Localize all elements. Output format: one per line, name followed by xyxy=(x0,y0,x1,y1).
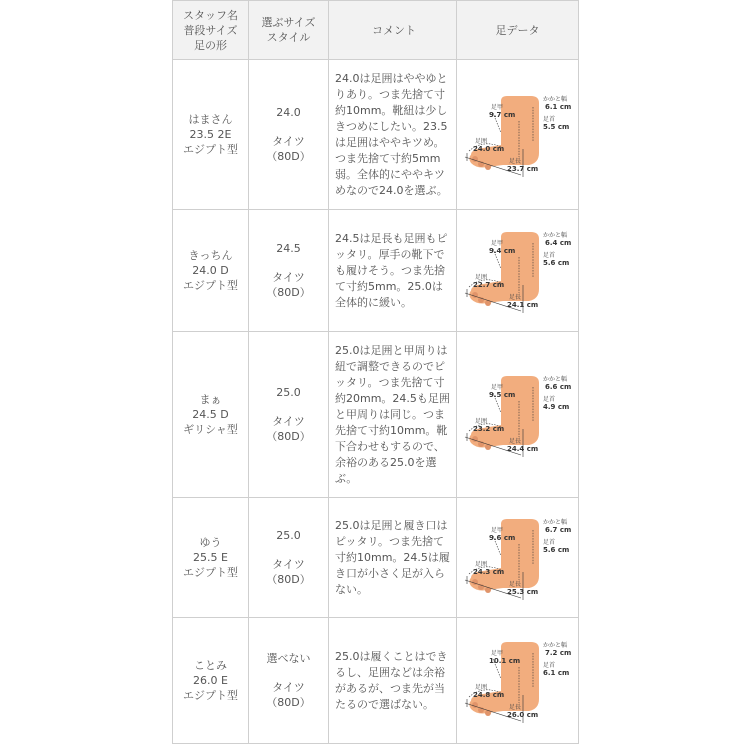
heel-value: 7.2 cm xyxy=(544,648,571,657)
foot-illustration-icon xyxy=(469,642,539,716)
style-label: タイツ xyxy=(272,558,305,571)
foot-shape: エジプト型 xyxy=(183,566,238,579)
ankle-value: 5.6 cm xyxy=(542,258,569,267)
height-label: 足甲 xyxy=(490,239,503,247)
comment-text: 25.0は足囲と履き口はピッタリ。つま先捨て寸約10mm。24.5は履き口が小さく足が入らない。 xyxy=(335,518,450,596)
height-value: 9.6 cm xyxy=(488,533,515,542)
table-row xyxy=(173,618,579,744)
staff-name: はまさん xyxy=(188,113,233,126)
heel-value: 6.7 cm xyxy=(544,525,571,534)
length-value: 24.4 cm xyxy=(506,444,538,453)
table-row xyxy=(173,498,579,618)
foot-shape: エジプト型 xyxy=(183,279,238,292)
length-label: 足長 xyxy=(508,157,521,165)
style-label: タイツ xyxy=(272,135,305,148)
comment-text: 24.0は足囲はややゆとりあり。つま先捨て寸約10mm。靴紐は少しきつめにしたい。23.5は足囲はややキツめ。つま先捨て寸約5mm弱。全体的にややキツめなので24.0を選ぶ。 xyxy=(335,71,448,197)
foot-shape: ギリシャ型 xyxy=(183,423,238,436)
header-size-line: 選ぶサイズ xyxy=(261,16,316,29)
chosen-size: 25.0 xyxy=(276,529,301,542)
staff-cell xyxy=(173,332,249,498)
chosen-size: 選べない xyxy=(266,652,311,665)
header-comment: コメント xyxy=(329,1,457,60)
header-size xyxy=(249,1,329,60)
size-cell xyxy=(249,210,329,332)
chosen-size: 24.5 xyxy=(276,242,301,255)
comment-cell xyxy=(329,618,457,744)
usual-size: 24.5 D xyxy=(192,408,229,421)
ankle-value: 4.9 cm xyxy=(542,402,569,411)
foot-shape: エジプト型 xyxy=(183,689,238,702)
length-value: 26.0 cm xyxy=(506,710,538,719)
header-staff-line: 足の形 xyxy=(194,38,227,52)
height-value: 9.7 cm xyxy=(488,110,515,119)
usual-size: 23.5 2E xyxy=(189,128,232,141)
girth-value: 22.7 cm xyxy=(472,280,504,289)
length-value: 23.7 cm xyxy=(506,164,538,173)
denier-label: （80D） xyxy=(266,696,311,709)
style-label: タイツ xyxy=(272,415,305,428)
ankle-label: 足首 xyxy=(542,661,555,669)
foot-diagram xyxy=(463,373,573,457)
ankle-value: 6.1 cm xyxy=(542,668,569,677)
staff-name: ことみ xyxy=(194,659,227,672)
ankle-label: 足首 xyxy=(542,538,555,546)
comment-cell xyxy=(329,210,457,332)
usual-size: 24.0 D xyxy=(192,264,229,277)
comment-text: 25.0は足囲と甲周りは紐で調整できるのでピッタリ。つま先捨て寸約20mm。24.5も足囲と甲周りは同じ。つま先捨て寸約10mm。靴下合わせもするので、余裕のある25.0を選ぶ。 xyxy=(335,343,450,485)
comment-cell xyxy=(329,498,457,618)
staff-name: きっちん xyxy=(188,249,233,262)
staff-name: ゆう xyxy=(199,536,222,549)
size-cell xyxy=(249,60,329,210)
height-value: 10.1 cm xyxy=(488,656,520,665)
staff-cell xyxy=(173,60,249,210)
comment-cell xyxy=(329,60,457,210)
comment-text: 24.5は足長も足囲もピッタリ。厚手の靴下でも履けそう。つま先捨て寸約5mm。25.0は全体的に緩い。 xyxy=(335,231,448,309)
style-label: タイツ xyxy=(272,681,305,694)
table-row xyxy=(173,332,579,498)
height-value: 9.4 cm xyxy=(488,246,515,255)
ankle-value: 5.6 cm xyxy=(542,545,569,554)
ankle-value: 5.5 cm xyxy=(542,122,569,131)
foot-illustration-icon xyxy=(469,376,539,450)
girth-value: 24.0 cm xyxy=(472,144,504,153)
girth-label: 足囲 xyxy=(474,137,487,145)
comment-cell xyxy=(329,332,457,498)
header-foot: 足データ xyxy=(457,1,579,60)
header-staff-line: 普段サイズ xyxy=(183,23,238,37)
heel-value: 6.6 cm xyxy=(544,382,571,391)
header-row xyxy=(173,1,579,60)
foot-data-cell xyxy=(457,618,579,744)
girth-value: 24.3 cm xyxy=(472,567,504,576)
girth-label: 足囲 xyxy=(474,417,487,425)
ankle-label: 足首 xyxy=(542,251,555,259)
heel-value: 6.4 cm xyxy=(544,238,571,247)
denier-label: （80D） xyxy=(266,150,311,163)
style-label: タイツ xyxy=(272,271,305,284)
heel-label: かかと幅 xyxy=(542,95,567,103)
foot-illustration-icon xyxy=(469,519,539,593)
header-staff-line: スタッフ名 xyxy=(183,8,238,22)
length-label: 足長 xyxy=(508,437,521,445)
heel-label: かかと幅 xyxy=(542,375,567,383)
usual-size: 26.0 E xyxy=(193,674,228,687)
length-value: 24.1 cm xyxy=(506,300,538,309)
ankle-label: 足首 xyxy=(542,115,555,123)
size-cell xyxy=(249,498,329,618)
foot-shape: エジプト型 xyxy=(183,143,238,156)
heel-label: かかと幅 xyxy=(542,231,567,239)
foot-illustration-icon xyxy=(469,96,539,170)
chosen-size: 24.0 xyxy=(276,106,301,119)
foot-data-cell xyxy=(457,332,579,498)
heel-label: かかと幅 xyxy=(542,641,567,649)
staff-cell xyxy=(173,618,249,744)
height-label: 足甲 xyxy=(490,103,503,111)
staff-cell xyxy=(173,498,249,618)
header-staff xyxy=(173,1,249,60)
length-label: 足長 xyxy=(508,703,521,711)
height-label: 足甲 xyxy=(490,383,503,391)
table-row xyxy=(173,60,579,210)
foot-diagram xyxy=(463,639,573,723)
length-label: 足長 xyxy=(508,293,521,301)
foot-diagram xyxy=(463,516,573,600)
height-label: 足甲 xyxy=(490,526,503,534)
length-value: 25.3 cm xyxy=(506,587,538,596)
denier-label: （80D） xyxy=(266,286,311,299)
height-label: 足甲 xyxy=(490,649,503,657)
girth-label: 足囲 xyxy=(474,683,487,691)
staff-name: まぁ xyxy=(199,393,222,406)
table-row xyxy=(173,210,579,332)
comment-text: 25.0は履くことはできるし、足囲などは余裕があるが、つま先が当たるので選ばない。 xyxy=(335,649,448,711)
foot-illustration-icon xyxy=(469,232,539,306)
denier-label: （80D） xyxy=(266,573,311,586)
foot-data-cell xyxy=(457,210,579,332)
height-value: 9.5 cm xyxy=(488,390,515,399)
girth-value: 23.2 cm xyxy=(472,424,504,433)
chosen-size: 25.0 xyxy=(276,386,301,399)
size-cell xyxy=(249,332,329,498)
girth-label: 足囲 xyxy=(474,560,487,568)
size-cell xyxy=(249,618,329,744)
foot-diagram xyxy=(463,93,573,177)
size-comparison-table xyxy=(172,0,579,744)
heel-value: 6.1 cm xyxy=(544,102,571,111)
ankle-label: 足首 xyxy=(542,395,555,403)
denier-label: （80D） xyxy=(266,430,311,443)
foot-data-cell xyxy=(457,60,579,210)
foot-diagram xyxy=(463,229,573,313)
length-label: 足長 xyxy=(508,580,521,588)
girth-value: 24.8 cm xyxy=(472,690,504,699)
staff-cell xyxy=(173,210,249,332)
girth-label: 足囲 xyxy=(474,273,487,281)
header-size-line: スタイル xyxy=(266,31,311,44)
foot-data-cell xyxy=(457,498,579,618)
heel-label: かかと幅 xyxy=(542,518,567,526)
usual-size: 25.5 E xyxy=(193,551,228,564)
